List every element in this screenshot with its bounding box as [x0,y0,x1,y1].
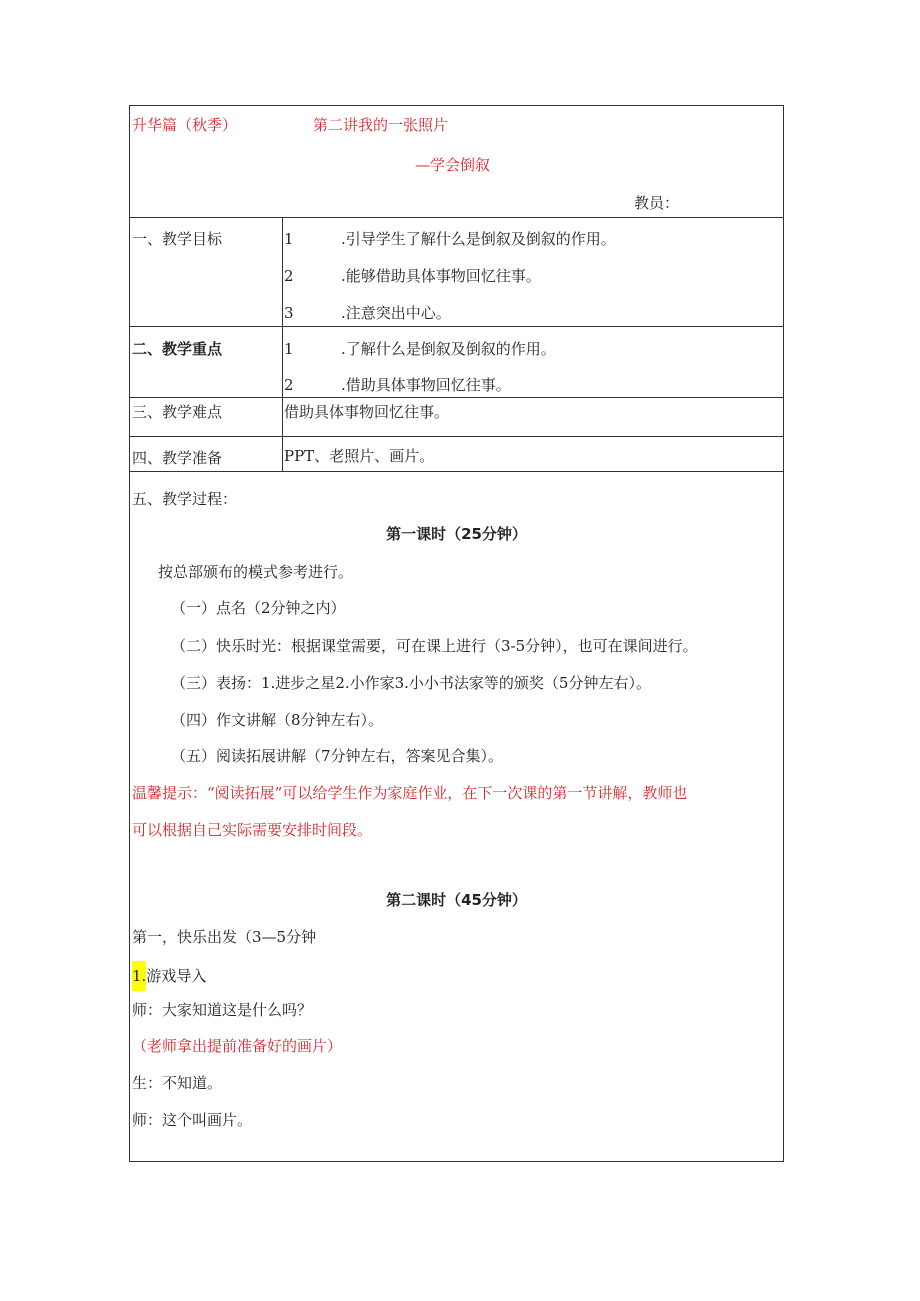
game-intro: 1.游戏导入 [132,961,206,991]
highlight-mark: 1. [132,961,146,991]
process-step: （五）阅读拓展讲解（7分钟左右，答案见合集）。 [171,747,504,765]
stage-note: （老师拿出提前准备好的画片） [132,1037,343,1055]
series-label: 升华篇（秋季） [132,116,238,134]
process-intro: 按总部颁布的模式参考进行。 [158,563,354,581]
row-divider [129,217,784,218]
key-point-item: 1 .了解什么是倒叙及倒叙的作用。 [284,340,556,358]
process-step: （三）表扬：1.进步之星2.小作家3.小小书法家等的颁奖（5分钟左右）。 [171,674,651,692]
preparation-label: 四、教学准备 [132,449,223,467]
column-divider [282,217,283,471]
dialog-line: 生：不知道。 [132,1074,223,1092]
teacher-label: 教员： [634,194,680,212]
lesson-subtitle: —学会倒叙 [415,156,491,174]
process-label: 五、教学过程： [132,490,238,508]
process-step: （二）快乐时光：根据课堂需要，可在课上进行（3-5分钟），也可在课间进行。 [171,637,698,655]
part1-heading: 第一，快乐出发（3—5分钟 [132,928,317,946]
key-point-item: 2 .借助具体事物回忆往事。 [284,376,511,394]
dialog-line: 师：大家知道这是什么吗？ [132,1001,313,1019]
tip-line: 温馨提示：“阅读拓展”可以给学生作为家庭作业，在下一次课的第一节讲解，教师也 [132,784,688,802]
row-divider [129,471,784,472]
goal-item: 1 .引导学生了解什么是倒叙及倒叙的作用。 [284,230,616,248]
dialog-line: 师：这个叫画片。 [132,1111,253,1129]
key-points-label: 二、教学重点 [132,340,223,358]
goal-item: 2 .能够借助具体事物回忆往事。 [284,267,541,285]
row-divider [129,326,784,327]
process-step: （四）作文讲解（8分钟左右）。 [171,711,384,729]
difficulties-label: 三、教学难点 [132,403,223,421]
lesson-title: 第二讲我的一张照片 [313,116,449,134]
lesson2-title: 第二课时（45分钟） [386,891,527,909]
goal-item: 3 .注意突出中心。 [284,304,451,322]
preparation-text: PPT、老照片、画片。 [284,447,435,465]
lesson1-title: 第一课时（25分钟） [386,525,527,543]
row-divider [129,436,784,437]
difficulties-text: 借助具体事物回忆往事。 [284,403,450,421]
row-divider [129,397,784,398]
tip-line: 可以根据自己实际需要安排时间段。 [132,821,373,839]
goals-label: 一、教学目标 [132,230,223,248]
process-step: （一）点名（2分钟之内） [171,599,346,617]
